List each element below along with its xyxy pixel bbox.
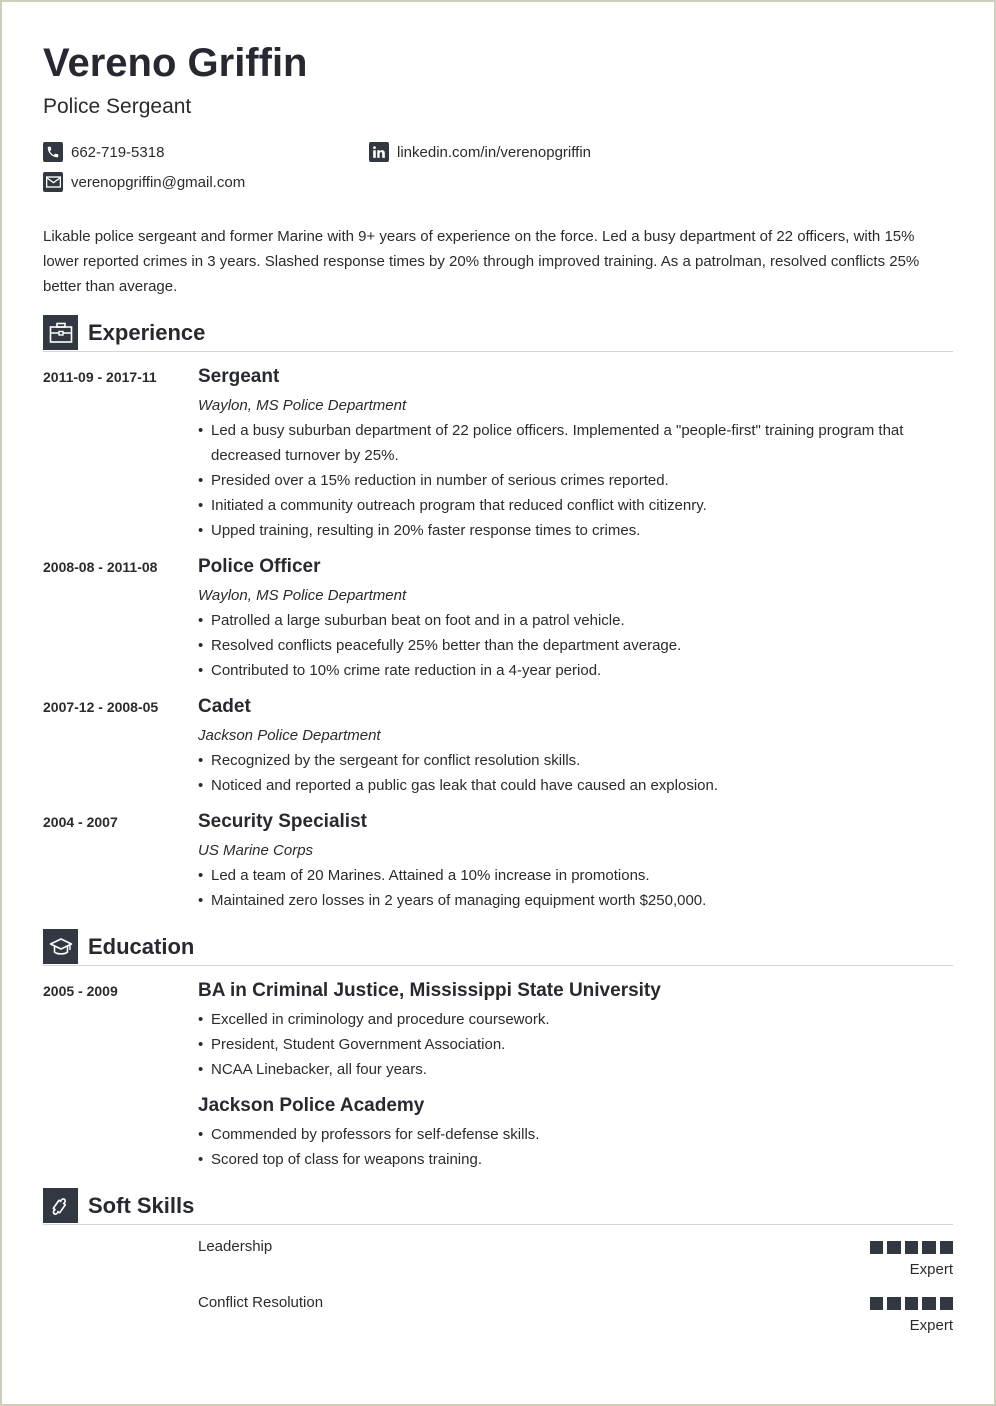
job-bullet: • Recognized by the sergeant for conflict resolution skills.	[198, 748, 918, 773]
job-bullet: • Noticed and reported a public gas leak that could have caused an explosion.	[198, 773, 918, 798]
rating-dot	[922, 1241, 936, 1254]
rating-dot	[870, 1241, 884, 1254]
job-bullet: • Maintained zero losses in 2 years of managing equipment worth $250,000.	[198, 888, 918, 913]
job-role: Security Specialist	[198, 811, 367, 832]
skill-name: Conflict Resolution	[198, 1294, 324, 1311]
graduation-cap-icon	[43, 929, 78, 964]
job-role: Police Officer	[198, 556, 321, 577]
education-dates: 2005 - 2009	[43, 983, 118, 999]
job-bullet: • Patrolled a large suburban beat on foot and in a patrol vehicle.	[198, 608, 918, 633]
job-role: Cadet	[198, 696, 251, 717]
candidate-name: Vereno Griffin	[43, 41, 308, 85]
job-dates: 2007-12 - 2008-05	[43, 699, 159, 715]
education-bullet: • Excelled in criminology and procedure coursework.	[198, 1007, 918, 1032]
education-bullet: • President, Student Government Association.	[198, 1032, 918, 1057]
skills-section-header	[43, 1188, 953, 1225]
rating-dot	[940, 1241, 954, 1254]
job-bullet: • Presided over a 15% reduction in number of serious crimes reported.	[198, 468, 918, 493]
job-bullet: • Contributed to 10% crime rate reduction in a 4-year period.	[198, 658, 918, 683]
profile-summary: Likable police sergeant and former Marine with 9+ years of experience on the force. Led a busy department of 22 officers, with 15% lower reported crimes in 3 years. Slashed response times by 20% through improved training. As a patrolman, resolved conflicts 25% better than average.	[43, 228, 920, 295]
linkedin-icon	[369, 142, 389, 162]
job-bullet: • Led a team of 20 Marines. Attained a 10% increase in promotions.	[198, 863, 918, 888]
job-org: Waylon, MS Police Department	[198, 397, 407, 414]
phone-icon	[43, 142, 63, 162]
email-icon	[43, 172, 63, 192]
rating-dot	[940, 1297, 954, 1310]
job-dates: 2008-08 - 2011-08	[43, 559, 158, 575]
rating-dot	[870, 1297, 884, 1310]
skill-level: Expert	[909, 1317, 953, 1334]
rating-dot	[887, 1241, 901, 1254]
education-bullet: • Commended by professors for self-defense skills.	[198, 1122, 918, 1147]
phone-text: 662-719-5318	[71, 143, 165, 161]
job-bullet: • Led a busy suburban department of 22 police officers. Implemented a "people-first" training program that decreased turnover by 25%.	[198, 418, 918, 468]
skill-level: Expert	[909, 1261, 953, 1278]
education-bullet: • Scored top of class for weapons training.	[198, 1147, 918, 1172]
education-section-header	[43, 929, 953, 966]
skill-rating	[870, 1297, 954, 1310]
phone-contact[interactable]	[43, 142, 164, 162]
linkedin-text: linkedin.com/in/verenopgriffin	[397, 143, 591, 161]
candidate-title: Police Sergeant	[43, 95, 192, 118]
job-org: US Marine Corps	[198, 842, 314, 859]
skill-name: Leadership	[198, 1238, 273, 1255]
skill-rating	[870, 1241, 954, 1254]
job-role: Sergeant	[198, 366, 280, 387]
puzzle-icon	[43, 1188, 78, 1223]
job-dates: 2004 - 2007	[43, 814, 118, 830]
job-bullet: • Resolved conflicts peacefully 25% better than the department average.	[198, 633, 918, 658]
job-org: Jackson Police Department	[198, 727, 381, 744]
experience-section-header	[43, 315, 953, 352]
rating-dot	[905, 1241, 919, 1254]
email-text: verenopgriffin@gmail.com	[71, 173, 246, 191]
linkedin-contact[interactable]	[369, 142, 591, 162]
education-bullet: • NCAA Linebacker, all four years.	[198, 1057, 918, 1082]
education-degree: BA in Criminal Justice, Mississippi State University	[198, 980, 661, 1001]
education-degree: Jackson Police Academy	[198, 1095, 425, 1116]
rating-dot	[887, 1297, 901, 1310]
job-bullet: • Upped training, resulting in 20% faster response times to crimes.	[198, 518, 918, 543]
rating-dot	[905, 1297, 919, 1310]
briefcase-icon	[43, 315, 78, 350]
education-title: Education	[88, 934, 195, 959]
skills-title: Soft Skills	[88, 1193, 195, 1218]
job-org: Waylon, MS Police Department	[198, 587, 407, 604]
rating-dot	[922, 1297, 936, 1310]
job-bullet: • Initiated a community outreach program that reduced conflict with citizenry.	[198, 493, 918, 518]
job-dates: 2011-09 - 2017-11	[43, 369, 157, 385]
email-contact[interactable]	[43, 172, 245, 192]
experience-title: Experience	[88, 320, 206, 345]
